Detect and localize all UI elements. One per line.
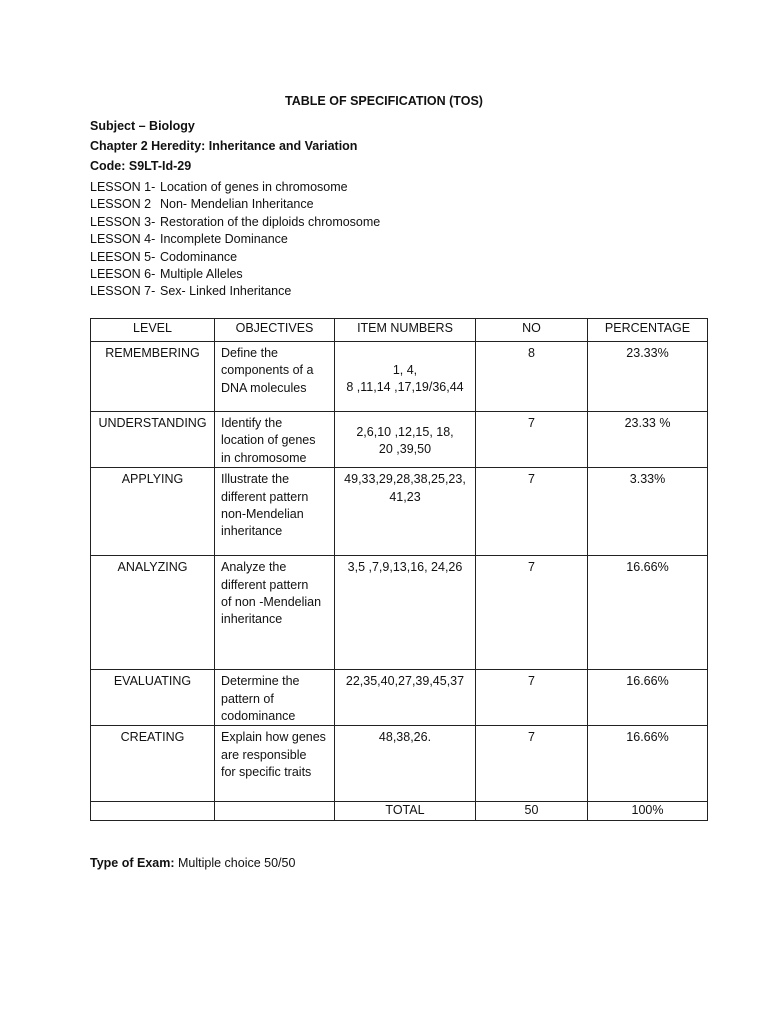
objective-line: Identify the [221, 416, 283, 430]
table-header-row [91, 319, 708, 342]
lesson-item [90, 179, 380, 196]
item-numbers-line: 3,5 ,7,9,13,16, 24,26 [347, 560, 463, 575]
column-header-objectives: OBJECTIVES [215, 319, 335, 342]
level-cell: CREATING [91, 726, 215, 802]
percentage-cell: 23.33 % [588, 412, 708, 468]
no-cell: 7 [476, 670, 588, 726]
objective-line: inheritance [221, 612, 283, 627]
total-percentage-cell: 100% [588, 802, 708, 821]
exam-type-line [90, 856, 295, 870]
item-numbers-cell [335, 726, 476, 802]
document-header [90, 116, 357, 176]
item-numbers-cell [335, 556, 476, 670]
objective-line: are responsible [221, 747, 307, 762]
objective-line: pattern of [221, 691, 274, 706]
item-numbers-line: 48,38,26. [378, 730, 432, 745]
objective-line: different pattern [221, 577, 309, 592]
objective-line: Define the [221, 346, 278, 360]
objectives-cell [215, 726, 335, 802]
percentage-cell: 16.66% [588, 556, 708, 670]
lesson-title: Sex- Linked Inheritance [160, 284, 292, 299]
lesson-number: LESSON 1- [90, 180, 156, 194]
no-cell: 7 [476, 726, 588, 802]
lesson-number: LESSON 4- [90, 232, 156, 247]
specification-table [90, 318, 708, 821]
item-numbers-line: 1, 4, [392, 363, 418, 377]
item-numbers-line: 8 ,11,14 ,17,19/36,44 [346, 380, 464, 395]
code-line: Code: S9LT-Id-29 [90, 159, 192, 173]
lesson-item [90, 283, 380, 300]
percentage-cell: 16.66% [588, 670, 708, 726]
column-header-no: NO [476, 319, 588, 342]
objectives-cell [215, 670, 335, 726]
objective-line: Determine the [221, 674, 300, 689]
no-cell: 8 [476, 342, 588, 412]
table-row [91, 726, 708, 802]
lesson-number: LESSON 7- [90, 284, 156, 299]
percentage-cell: 3.33% [588, 468, 708, 556]
item-numbers-cell [335, 670, 476, 726]
empty-cell [215, 802, 335, 821]
lesson-title: Restoration of the diploids chromosome [160, 214, 381, 229]
level-cell: REMEMBERING [91, 342, 215, 412]
exam-type-label: Type of Exam: [90, 856, 175, 870]
lesson-title: Non- Mendelian Inheritance [160, 197, 314, 212]
level-cell: EVALUATING [91, 670, 215, 726]
lesson-item [90, 231, 380, 248]
table-row [91, 670, 708, 726]
lesson-number: LESSON 3- [90, 214, 156, 229]
lesson-title: Location of genes in chromosome [160, 180, 348, 194]
lesson-number: LESSON 2 [90, 197, 152, 212]
item-numbers-cell [335, 342, 476, 412]
table-total-row [91, 802, 708, 821]
lesson-title: Multiple Alleles [160, 267, 243, 282]
objective-line: Illustrate the [221, 472, 290, 487]
item-numbers-line: 22,35,40,27,39,45,37 [345, 674, 465, 689]
level-cell: ANALYZING [91, 556, 215, 670]
objective-line: of non -Mendelian [221, 595, 322, 610]
total-label-cell: TOTAL [335, 802, 476, 821]
table-row [91, 556, 708, 670]
lesson-item [90, 214, 380, 231]
percentage-cell: 16.66% [588, 726, 708, 802]
level-cell: UNDERSTANDING [91, 412, 215, 468]
item-numbers-line: 20 ,39,50 [378, 442, 432, 457]
objective-line: different pattern [221, 489, 309, 504]
objectives-cell [215, 468, 335, 556]
objective-line: in chromosome [221, 450, 307, 465]
table-row [91, 412, 708, 468]
chapter-line: Chapter 2 Heredity: Inheritance and Variation [90, 139, 358, 153]
item-numbers-cell [335, 412, 476, 468]
no-cell: 7 [476, 468, 588, 556]
level-cell: APPLYING [91, 468, 215, 556]
table-row [91, 468, 708, 556]
objective-line: DNA molecules [221, 380, 307, 395]
item-numbers-line: 2,6,10 ,12,15, 18, [356, 425, 454, 439]
objective-line: Analyze the [221, 560, 287, 575]
column-header-level: LEVEL [91, 319, 215, 342]
page-title: TABLE OF SPECIFICATION (TOS) [285, 94, 483, 108]
exam-type-value: Multiple choice 50/50 [178, 856, 296, 870]
objectives-cell [215, 412, 335, 468]
empty-cell [91, 802, 215, 821]
lesson-list [90, 179, 380, 301]
lesson-number: LEESON 6- [90, 267, 156, 282]
objective-line: location of genes [221, 433, 316, 448]
no-cell: 7 [476, 556, 588, 670]
lesson-title: Codominance [160, 249, 238, 264]
objective-line: inheritance [221, 524, 283, 539]
objectives-cell [215, 556, 335, 670]
percentage-cell: 23.33% [588, 342, 708, 412]
no-cell: 7 [476, 412, 588, 468]
objective-line: Explain how genes [221, 730, 326, 745]
item-numbers-line: 49,33,29,28,38,25,23, [344, 472, 466, 487]
objectives-cell [215, 342, 335, 412]
objective-line: for specific traits [221, 765, 312, 780]
subject-line: Subject – Biology [90, 119, 195, 133]
objective-line: non-Mendelian [221, 507, 304, 522]
lesson-item [90, 249, 380, 266]
lesson-number: LEESON 5- [90, 249, 156, 264]
lesson-title: Incomplete Dominance [160, 232, 288, 247]
column-header-percentage: PERCENTAGE [588, 319, 708, 342]
lesson-item [90, 266, 380, 283]
total-no-cell: 50 [476, 802, 588, 821]
objective-line: codominance [221, 709, 296, 724]
item-numbers-cell [335, 468, 476, 556]
objective-line: components of a [221, 363, 314, 378]
column-header-item-numbers: ITEM NUMBERS [335, 319, 476, 342]
lesson-item [90, 196, 380, 213]
item-numbers-line: 41,23 [389, 489, 421, 504]
table-row [91, 342, 708, 412]
